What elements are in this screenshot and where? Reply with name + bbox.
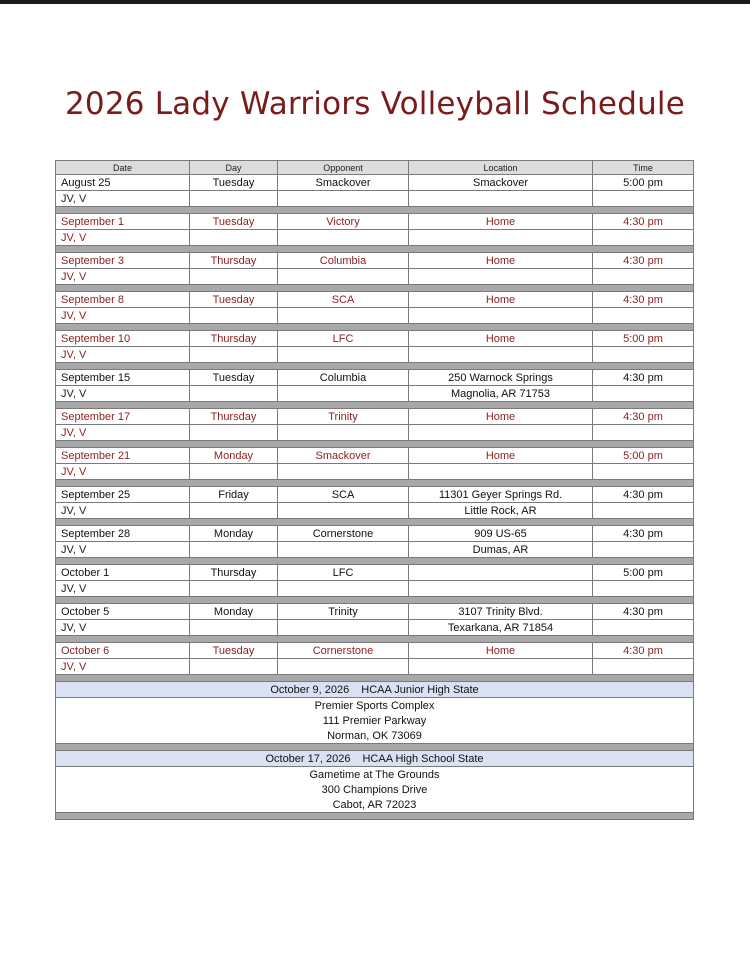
game-location-line2: Little Rock, AR: [409, 503, 593, 519]
separator-row: [56, 207, 694, 214]
separator-cell: [56, 363, 694, 370]
game-location-line2: [409, 659, 593, 675]
game-time: 4:30 pm: [593, 604, 694, 620]
game-date: September 21: [56, 448, 190, 464]
game-date: September 17: [56, 409, 190, 425]
game-time: 4:30 pm: [593, 487, 694, 503]
game-level-row: [56, 191, 694, 207]
game-location: 3107 Trinity Blvd.: [409, 604, 593, 620]
tournament-date: October 9, 2026: [270, 683, 350, 696]
game-empty-cell: [593, 620, 694, 636]
game-time: 5:00 pm: [593, 331, 694, 347]
game-location-line2: Magnolia, AR 71753: [409, 386, 593, 402]
separator-row: [56, 324, 694, 331]
separator-cell: [56, 675, 694, 682]
tournament-venue-line: Gametime at The Grounds: [56, 767, 694, 783]
column-header-location: Location: [409, 161, 593, 175]
game-level: JV, V: [56, 386, 190, 402]
game-row: [56, 565, 694, 581]
tournament-venue-line: 111 Premier Parkway: [56, 713, 694, 728]
game-day: Tuesday: [190, 292, 278, 308]
game-empty-cell: [278, 425, 409, 441]
game-date: September 3: [56, 253, 190, 269]
schedule-table: [55, 160, 694, 820]
game-level: JV, V: [56, 581, 190, 597]
game-date: September 1: [56, 214, 190, 230]
header-row: [56, 161, 694, 175]
game-location-line2: [409, 464, 593, 480]
game-location: Home: [409, 643, 593, 659]
game-time: 4:30 pm: [593, 409, 694, 425]
game-location-line2: [409, 308, 593, 324]
game-date: August 25: [56, 175, 190, 191]
game-location: 909 US-65: [409, 526, 593, 542]
game-empty-cell: [190, 464, 278, 480]
game-empty-cell: [190, 191, 278, 207]
game-empty-cell: [278, 503, 409, 519]
tournament-heading: [56, 682, 694, 698]
game-empty-cell: [190, 230, 278, 246]
game-level-row: [56, 386, 694, 402]
game-date: September 10: [56, 331, 190, 347]
game-level-row: [56, 464, 694, 480]
game-level: JV, V: [56, 464, 190, 480]
game-location: Home: [409, 409, 593, 425]
game-opponent: Trinity: [278, 409, 409, 425]
game-empty-cell: [278, 308, 409, 324]
game-opponent: SCA: [278, 292, 409, 308]
game-row: [56, 331, 694, 347]
game-time: 5:00 pm: [593, 565, 694, 581]
game-time: 5:00 pm: [593, 175, 694, 191]
game-row: [56, 643, 694, 659]
separator-row: [56, 636, 694, 643]
game-level: JV, V: [56, 659, 190, 675]
game-location: Home: [409, 214, 593, 230]
game-location-line2: Dumas, AR: [409, 542, 593, 558]
tournament-venue-row: [56, 782, 694, 797]
game-empty-cell: [190, 659, 278, 675]
game-location: [409, 565, 593, 581]
top-border: [0, 0, 750, 4]
game-level-row: [56, 503, 694, 519]
game-date: October 5: [56, 604, 190, 620]
game-day: Monday: [190, 604, 278, 620]
separator-row: [56, 744, 694, 751]
game-empty-cell: [190, 542, 278, 558]
game-opponent: Smackover: [278, 448, 409, 464]
game-empty-cell: [278, 464, 409, 480]
game-location: 11301 Geyer Springs Rd.: [409, 487, 593, 503]
game-location-line2: [409, 269, 593, 285]
tournament-venue-row: [56, 767, 694, 783]
game-date: September 8: [56, 292, 190, 308]
separator-row: [56, 675, 694, 682]
separator-cell: [56, 744, 694, 751]
game-time: 4:30 pm: [593, 292, 694, 308]
game-empty-cell: [593, 659, 694, 675]
separator-cell: [56, 597, 694, 604]
schedule-body: [56, 175, 694, 820]
game-location: 250 Warnock Springs: [409, 370, 593, 386]
game-empty-cell: [593, 230, 694, 246]
game-row: [56, 604, 694, 620]
game-location: Home: [409, 448, 593, 464]
game-empty-cell: [278, 542, 409, 558]
game-opponent: Victory: [278, 214, 409, 230]
game-level-row: [56, 581, 694, 597]
game-opponent: LFC: [278, 331, 409, 347]
game-location-line2: [409, 581, 593, 597]
game-date: October 1: [56, 565, 190, 581]
game-day: Tuesday: [190, 643, 278, 659]
game-location: Smackover: [409, 175, 593, 191]
separator-cell: [56, 558, 694, 565]
game-empty-cell: [278, 386, 409, 402]
tournament-date: October 17, 2026: [265, 752, 351, 765]
game-empty-cell: [190, 503, 278, 519]
game-empty-cell: [278, 659, 409, 675]
game-level-row: [56, 308, 694, 324]
game-row: [56, 409, 694, 425]
separator-cell: [56, 402, 694, 409]
separator-cell: [56, 480, 694, 487]
game-day: Thursday: [190, 409, 278, 425]
game-row: [56, 370, 694, 386]
game-empty-cell: [593, 347, 694, 363]
separator-row: [56, 363, 694, 370]
game-opponent: Columbia: [278, 370, 409, 386]
game-day: Tuesday: [190, 370, 278, 386]
separator-row: [56, 285, 694, 292]
column-header-date: Date: [56, 161, 190, 175]
game-empty-cell: [278, 620, 409, 636]
game-empty-cell: [278, 269, 409, 285]
game-time: 4:30 pm: [593, 214, 694, 230]
game-location: Home: [409, 331, 593, 347]
game-day: Tuesday: [190, 214, 278, 230]
game-row: [56, 487, 694, 503]
game-empty-cell: [190, 620, 278, 636]
game-empty-cell: [190, 581, 278, 597]
game-opponent: Cornerstone: [278, 643, 409, 659]
separator-cell: [56, 324, 694, 331]
tournament-name: HCAA High School State: [362, 752, 484, 765]
game-location-line2: [409, 230, 593, 246]
game-empty-cell: [593, 425, 694, 441]
tournament-name: HCAA Junior High State: [361, 683, 479, 696]
game-empty-cell: [593, 191, 694, 207]
game-location-line2: [409, 425, 593, 441]
game-location-line2: [409, 347, 593, 363]
column-header-opponent: Opponent: [278, 161, 409, 175]
game-empty-cell: [593, 464, 694, 480]
game-date: September 15: [56, 370, 190, 386]
game-empty-cell: [190, 347, 278, 363]
game-opponent: Trinity: [278, 604, 409, 620]
game-level-row: [56, 542, 694, 558]
game-empty-cell: [278, 581, 409, 597]
tournament-venue-line: 300 Champions Drive: [56, 782, 694, 797]
game-day: Friday: [190, 487, 278, 503]
separator-row: [56, 813, 694, 820]
game-date: September 28: [56, 526, 190, 542]
separator-cell: [56, 519, 694, 526]
game-date: October 6: [56, 643, 190, 659]
game-empty-cell: [278, 347, 409, 363]
game-opponent: Smackover: [278, 175, 409, 191]
game-location: Home: [409, 292, 593, 308]
game-level: JV, V: [56, 269, 190, 285]
game-level: JV, V: [56, 503, 190, 519]
game-empty-cell: [593, 386, 694, 402]
game-time: 4:30 pm: [593, 526, 694, 542]
game-level-row: [56, 425, 694, 441]
game-row: [56, 526, 694, 542]
separator-row: [56, 480, 694, 487]
separator-cell: [56, 636, 694, 643]
tournament-venue-line: Norman, OK 73069: [56, 728, 694, 744]
game-empty-cell: [593, 503, 694, 519]
page-title: 2026 Lady Warriors Volleyball Schedule: [64, 86, 686, 122]
game-location-line2: Texarkana, AR 71854: [409, 620, 593, 636]
game-day: Thursday: [190, 565, 278, 581]
game-day: Thursday: [190, 331, 278, 347]
game-empty-cell: [593, 542, 694, 558]
game-empty-cell: [190, 425, 278, 441]
game-empty-cell: [278, 230, 409, 246]
separator-row: [56, 246, 694, 253]
separator-row: [56, 402, 694, 409]
game-day: Thursday: [190, 253, 278, 269]
tournament-venue-line: Cabot, AR 72023: [56, 797, 694, 813]
game-day: Tuesday: [190, 175, 278, 191]
separator-row: [56, 441, 694, 448]
tournament-heading: [56, 751, 694, 767]
separator-row: [56, 519, 694, 526]
game-empty-cell: [190, 269, 278, 285]
game-empty-cell: [593, 269, 694, 285]
game-empty-cell: [190, 308, 278, 324]
game-empty-cell: [593, 581, 694, 597]
game-location-line2: [409, 191, 593, 207]
game-day: Monday: [190, 526, 278, 542]
game-level-row: [56, 659, 694, 675]
game-date: September 25: [56, 487, 190, 503]
game-level: JV, V: [56, 191, 190, 207]
separator-row: [56, 558, 694, 565]
game-level: JV, V: [56, 347, 190, 363]
game-level: JV, V: [56, 230, 190, 246]
game-time: 4:30 pm: [593, 370, 694, 386]
column-header-time: Time: [593, 161, 694, 175]
game-location: Home: [409, 253, 593, 269]
game-level-row: [56, 269, 694, 285]
separator-cell: [56, 813, 694, 820]
game-opponent: SCA: [278, 487, 409, 503]
game-day: Monday: [190, 448, 278, 464]
tournament-venue-row: [56, 797, 694, 813]
separator-cell: [56, 441, 694, 448]
tournament-venue-line: Premier Sports Complex: [56, 698, 694, 714]
tournament-header-row: [56, 751, 694, 767]
tournament-header-row: [56, 682, 694, 698]
game-level: JV, V: [56, 542, 190, 558]
game-opponent: Columbia: [278, 253, 409, 269]
tournament-venue-row: [56, 713, 694, 728]
game-empty-cell: [593, 308, 694, 324]
separator-cell: [56, 285, 694, 292]
game-level: JV, V: [56, 425, 190, 441]
game-empty-cell: [190, 386, 278, 402]
game-level: JV, V: [56, 620, 190, 636]
game-time: 4:30 pm: [593, 253, 694, 269]
tournament-venue-row: [56, 728, 694, 744]
game-row: [56, 253, 694, 269]
game-time: 4:30 pm: [593, 643, 694, 659]
tournament-venue-row: [56, 698, 694, 714]
separator-cell: [56, 207, 694, 214]
separator-cell: [56, 246, 694, 253]
game-level-row: [56, 230, 694, 246]
game-level-row: [56, 620, 694, 636]
game-row: [56, 175, 694, 191]
game-time: 5:00 pm: [593, 448, 694, 464]
game-level: JV, V: [56, 308, 190, 324]
column-header-day: Day: [190, 161, 278, 175]
game-opponent: Cornerstone: [278, 526, 409, 542]
game-row: [56, 214, 694, 230]
game-row: [56, 448, 694, 464]
game-opponent: LFC: [278, 565, 409, 581]
game-empty-cell: [278, 191, 409, 207]
separator-row: [56, 597, 694, 604]
game-row: [56, 292, 694, 308]
game-level-row: [56, 347, 694, 363]
